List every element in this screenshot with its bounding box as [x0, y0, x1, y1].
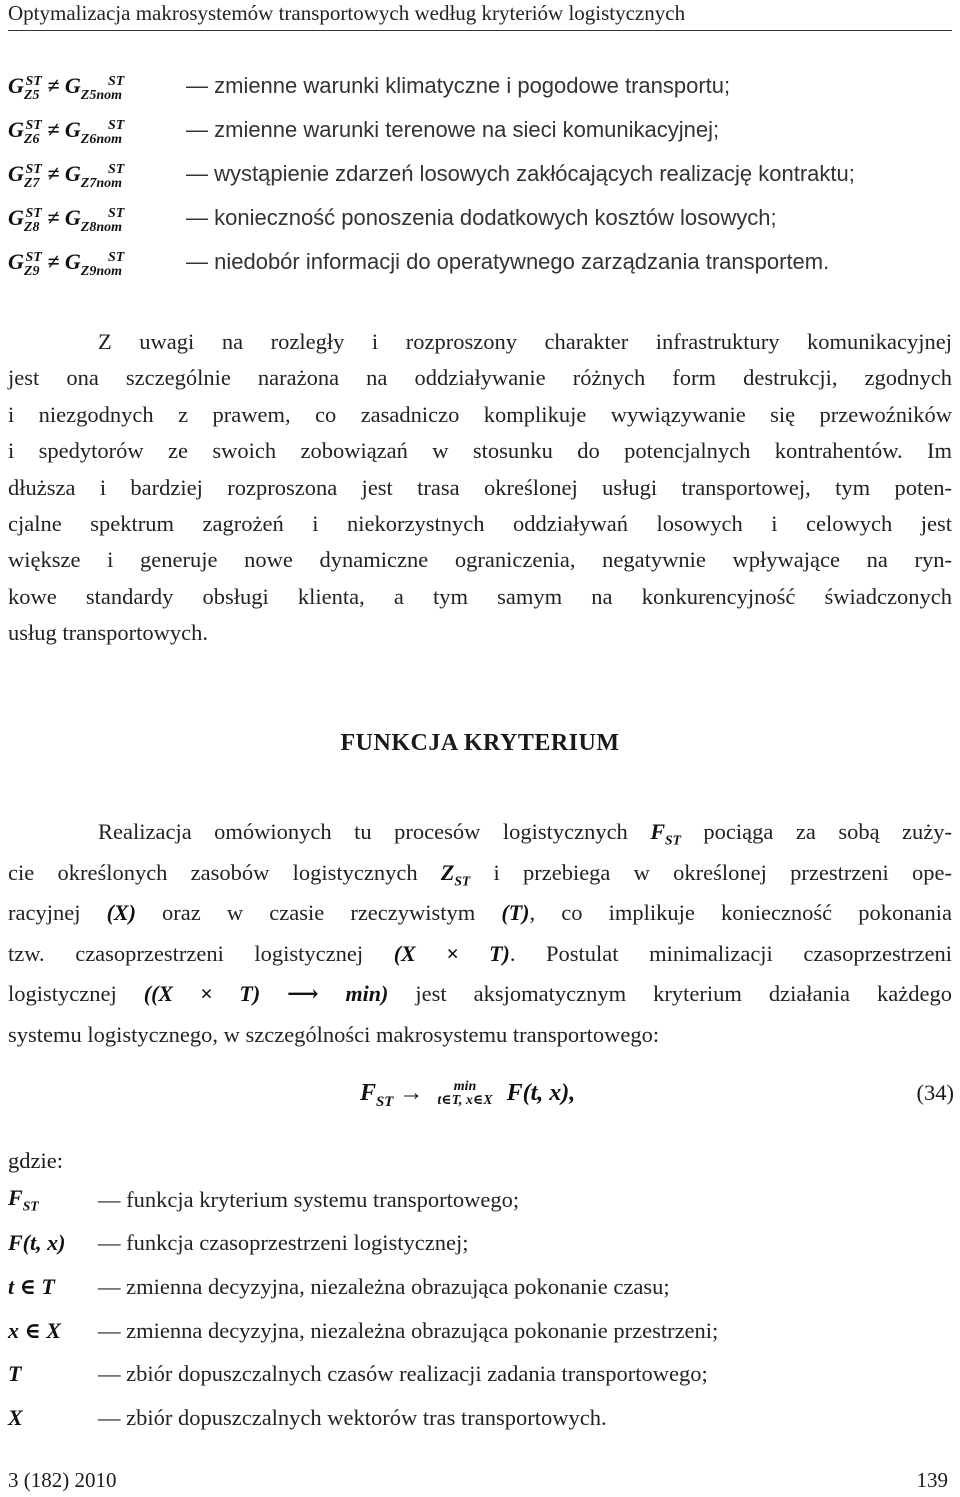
body-paragraph-2	[8, 812, 952, 1056]
condition-text: — niedobór informacji do operatywnego zarządzania transportem.	[186, 249, 830, 274]
inequality-formula: $G_{Z8}^{ST} \ne G_{Z8nom}^{ST}$	[8, 205, 125, 235]
inequality-formula: $G_{Z9}^{ST} \ne G_{Z9nom}^{ST}$	[8, 249, 125, 279]
symbol-X: X	[8, 1404, 23, 1430]
section-heading: FUNKCJA KRYTERIUM	[340, 730, 620, 756]
equation-34	[0, 1070, 960, 1120]
formula-T: (T)	[501, 900, 530, 926]
condition-text: — wystąpienie zdarzeń losowych zakłócających realizację kontraktu;	[186, 161, 855, 186]
definition-text: — zbiór dopuszczalnych czasów realizacji zadania transportowego;	[98, 1361, 708, 1387]
condition-item	[8, 108, 952, 152]
definition-list	[8, 1178, 952, 1440]
definition-item	[8, 1265, 952, 1309]
paragraph-line: usług transportowych.	[8, 620, 208, 646]
definition-text: — funkcja czasoprzestrzeni logistycznej;	[98, 1230, 469, 1256]
paragraph-line: i niezgodnych z prawem, co zasadniczo komplikuje wywiązywanie się przewoźników	[8, 401, 952, 427]
paragraph-line: kowe standardy obsługi klienta, a tym samym na konkurencyjność świadczonych	[8, 583, 952, 609]
running-header: Optymalizacja makrosystemów transportowych według kryteriów logistycznych	[8, 0, 952, 31]
where-label: gdzie:	[8, 1148, 63, 1173]
condition-text: — zmienne warunki terenowe na sieci komunikacyjnej;	[186, 117, 720, 142]
formula-XxT: (X × T)	[393, 940, 510, 966]
definition-item	[8, 1178, 952, 1222]
symbol-t-in-T: t ∈ T	[8, 1273, 55, 1299]
definition-item	[8, 1352, 952, 1396]
inequality-formula: $G_{Z5}^{ST} \ne G_{Z5nom}^{ST}$	[8, 73, 125, 103]
paragraph-line: jest ona szczególnie narażona na oddziaływanie różnych form destrukcji, zgodnych	[8, 365, 952, 391]
equation-formula: $F_{ST}$ → min t∈T, x∈X F(t, x),	[360, 1079, 576, 1110]
paragraph-line: systemu logistycznego, w szczególności makrosystemu transportowego:	[8, 1021, 660, 1047]
condition-text: — zmienne warunki klimatyczne i pogodowe transportu;	[186, 73, 731, 98]
paragraph-line: cie określonych zasobów logistycznych $Z_{ST}$ i przebiega w określonej przestrzeni ope-	[8, 859, 953, 888]
paragraph-line: większe i generuje nowe dynamiczne ograniczenia, negatywnie wpływające na ryn-	[8, 547, 952, 573]
paragraph-line: tzw. czasoprzestrzeni logistycznej (X × T). Postulat minimalizacji czasoprzestrzeni	[8, 940, 953, 966]
paragraph-line: logistycznej ((X × T) ⟶ min) jest aksjomatycznym kryterium działania każdego	[8, 981, 953, 1007]
paragraph-line: cjalne spektrum zagrożeń i niekorzystnych oddziaływań losowych i celowych jest	[8, 511, 952, 537]
symbol-x-in-X: x ∈ X	[8, 1317, 61, 1343]
paragraph-line: dłuższa i bardziej rozproszona jest trasa określonej usługi transportowej, tym poten-	[8, 474, 952, 500]
inequality-formula: $G_{Z6}^{ST} \ne G_{Z6nom}^{ST}$	[8, 117, 125, 147]
symbol-T: T	[8, 1361, 22, 1387]
paragraph-line: i spedytorów ze swoich zobowiązań w stosunku do potencjalnych kontrahentów. Im	[8, 438, 952, 464]
definition-item	[8, 1222, 952, 1266]
definition-text: — zmienna decyzyjna, niezależna obrazująca pokonanie czasu;	[98, 1273, 670, 1299]
footer-issue: 3 (182) 2010	[8, 1468, 117, 1492]
formula-minimization: ((X × T) ⟶ min)	[143, 981, 389, 1007]
formula-FST: $F_{ST}$	[650, 819, 681, 848]
definition-text: — zmienna decyzyjna, niezależna obrazująca pokonanie przestrzeni;	[98, 1317, 719, 1343]
paragraph-line: Realizacja omówionych tu procesów logistycznych $F_{ST}$ pociąga za sobą zuży-	[98, 819, 953, 848]
inequality-formula: $G_{Z7}^{ST} \ne G_{Z7nom}^{ST}$	[8, 161, 125, 191]
condition-item	[8, 152, 952, 196]
condition-text: — konieczność ponoszenia dodatkowych kosztów losowych;	[186, 205, 777, 230]
definition-text: — funkcja kryterium systemu transportowego;	[98, 1186, 520, 1212]
formula-X: (X)	[106, 900, 136, 926]
page-number: 139	[916, 1468, 948, 1492]
paragraph-line: Z uwagi na rozległy i rozproszony charakter infrastruktury komunikacyjnej	[98, 329, 952, 354]
definition-item	[8, 1396, 952, 1440]
definition-item	[8, 1309, 952, 1353]
condition-item	[8, 240, 952, 284]
equation-number: (34)	[916, 1080, 954, 1105]
condition-list	[8, 64, 952, 284]
condition-item	[8, 64, 952, 108]
symbol-FST: $F_{ST}$	[8, 1185, 39, 1214]
body-paragraph	[8, 324, 952, 652]
paragraph-line: racyjnej (X) oraz w czasie rzeczywistym (T), co implikuje konieczność pokonania	[8, 900, 953, 926]
formula-ZST: $Z_{ST}$	[440, 859, 471, 888]
condition-item	[8, 196, 952, 240]
symbol-Ftx: F(t, x)	[8, 1230, 66, 1256]
definition-text: — zbiór dopuszczalnych wektorów tras transportowych.	[98, 1404, 607, 1430]
